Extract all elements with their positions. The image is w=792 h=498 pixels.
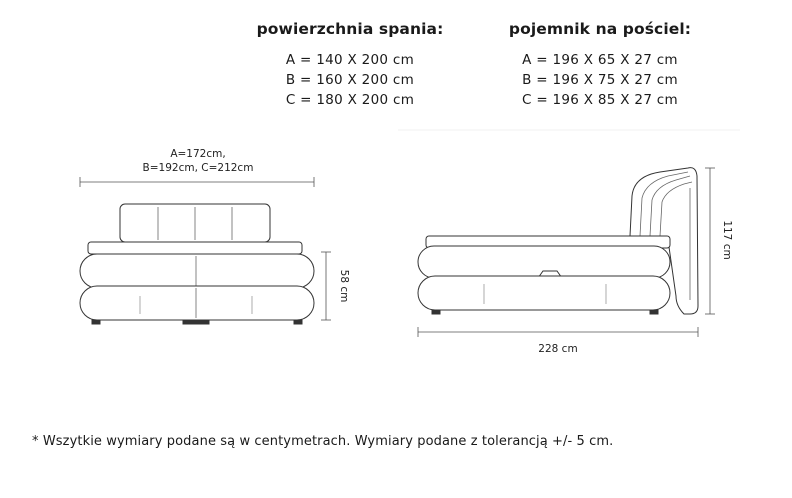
front-width-label-line1: A=172cm, xyxy=(170,148,226,160)
front-height-label: 58 cm xyxy=(338,269,350,303)
side-length-label: 228 cm xyxy=(538,343,578,355)
bedding-box-size-c: C = 196 X 85 X 27 cm xyxy=(522,92,678,108)
sleeping-area-size-b: B = 160 X 200 cm xyxy=(285,72,415,88)
front-foot xyxy=(294,320,302,324)
side-lower-roll xyxy=(418,276,670,310)
side-height-label: 117 cm xyxy=(721,220,733,260)
front-foot xyxy=(92,320,100,324)
front-view-drawing xyxy=(80,177,331,324)
side-view-drawing xyxy=(418,168,715,337)
bedding-box-size-a: A = 196 X 65 X 27 cm xyxy=(522,52,678,68)
front-upper-roll xyxy=(80,254,314,288)
sleeping-area-title: powierzchnia spania: xyxy=(256,20,444,38)
side-foot xyxy=(650,310,658,314)
front-width-label-line2: B=192cm, C=212cm xyxy=(142,162,254,174)
side-foot xyxy=(432,310,440,314)
footnote: * Wszytkie wymiary podane są w centymetrach. Wymiary podane z tolerancją +/- 5 cm. xyxy=(32,434,614,449)
bedding-box-size-b: B = 196 X 75 X 27 cm xyxy=(522,72,678,88)
bedding-box-title: pojemnik na pościel: xyxy=(508,20,692,38)
sleeping-area-size-a: A = 140 X 200 cm xyxy=(285,52,415,68)
front-lower-roll xyxy=(80,286,314,320)
front-foot xyxy=(183,320,209,324)
sleeping-area-size-c: C = 180 X 200 cm xyxy=(285,92,415,108)
front-mattress-topper xyxy=(88,242,302,254)
